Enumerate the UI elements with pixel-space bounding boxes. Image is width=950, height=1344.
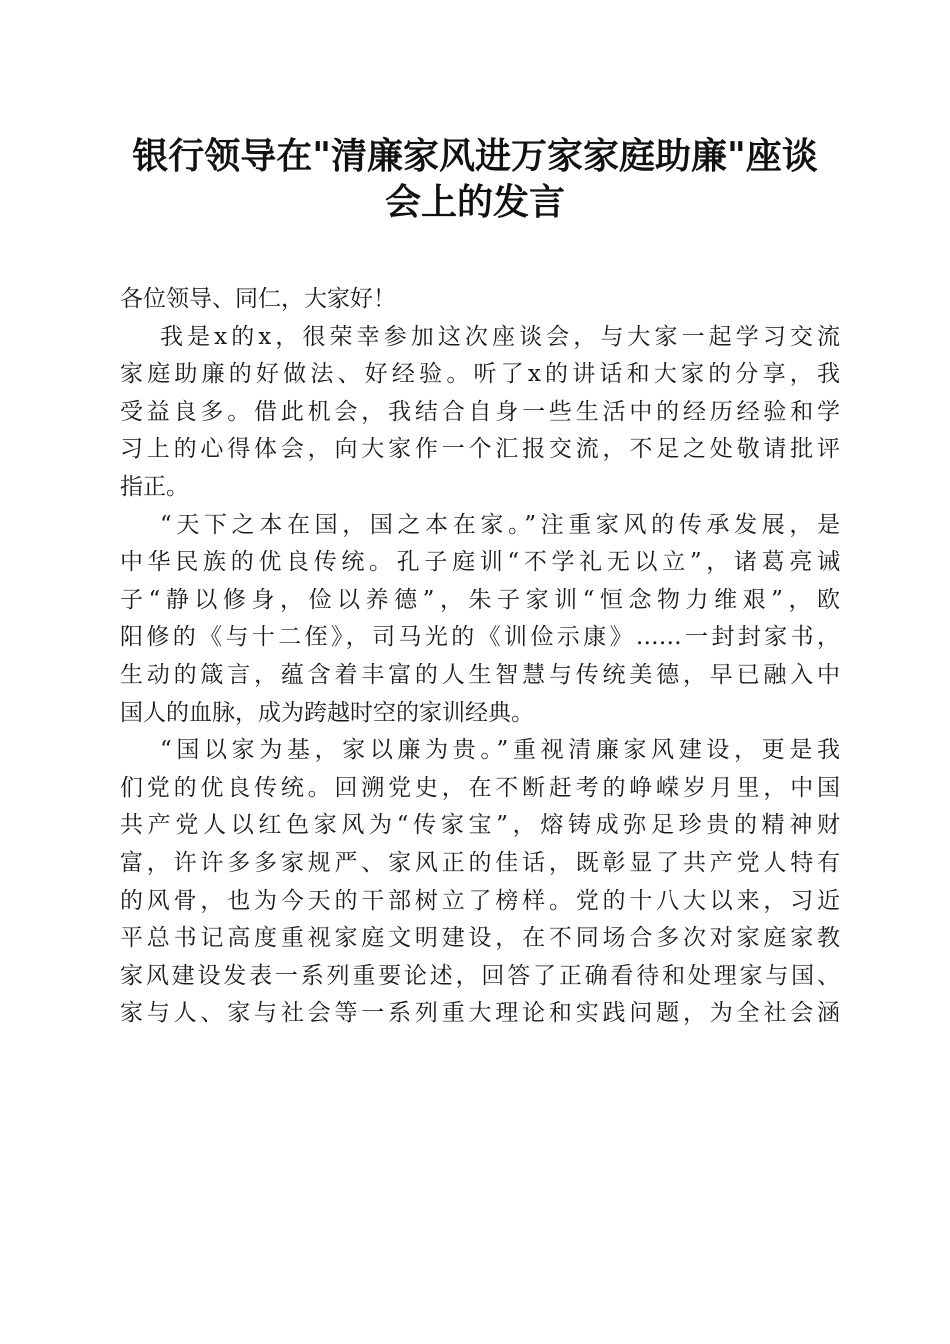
paragraph-line: 家风建设发表一系列重要论述，回答了正确看待和处理家与国、 — [120, 962, 840, 989]
title-line-2: 会上的发言 — [384, 181, 565, 223]
paragraph-line: 习上的心得体会，向大家作一个汇报交流，不足之处敬请批评 — [120, 436, 840, 463]
paragraph-line: 们党的优良传统。回溯党史，在不断赶考的峥嵘岁月里，中国 — [120, 774, 840, 801]
document-body — [120, 281, 840, 1033]
paragraph-line: 平总书记高度重视家庭文明建设，在不同场合多次对家庭家教 — [120, 925, 840, 952]
paragraph-line: 家庭助廉的好做法、好经验。听了x的讲话和大家的分享，我 — [120, 361, 840, 388]
document-title — [100, 133, 850, 225]
paragraph-line: 共产党人以红色家风为“传家宝”，熔铸成弥足珍贵的精神财 — [120, 812, 840, 839]
paragraph-line: 家与人、家与社会等一系列重大理论和实践问题，为全社会涵 — [120, 1000, 840, 1027]
paragraph-line: 指正。 — [120, 473, 189, 500]
paragraph-line: 中华民族的优良传统。孔子庭训“不学礼无以立”，诸葛亮诫 — [120, 549, 840, 576]
paragraph-1 — [120, 319, 840, 507]
paragraph-line: 受益良多。借此机会，我结合自身一些生活中的经历经验和学 — [120, 398, 840, 425]
paragraph-line: “国以家为基，家以廉为贵。”重视清廉家风建设，更是我 — [160, 737, 840, 764]
paragraph-line: 国人的血脉，成为跨越时空的家训经典。 — [120, 699, 534, 726]
paragraph-line: 子“静以修身，俭以养德”，朱子家训“恒念物力维艰”，欧 — [120, 586, 840, 613]
paragraph-2 — [120, 507, 840, 733]
paragraph-line: 我是x的x，很荣幸参加这次座谈会，与大家一起学习交流 — [160, 323, 840, 350]
paragraph-line: “天下之本在国，国之本在家。”注重家风的传承发展，是 — [160, 511, 840, 538]
paragraph-line: 生动的箴言，蕴含着丰富的人生智慧与传统美德，早已融入中 — [120, 661, 840, 688]
paragraph-line: 阳修的《与十二侄》，司马光的《训俭示康》……一封封家书， — [120, 624, 840, 651]
paragraph-line: 富，许许多多家规严、家风正的佳话，既彰显了共产党人特有 — [120, 849, 840, 876]
salutation: 各位领导、同仁，大家好！ — [120, 286, 396, 312]
paragraph-line: 的风骨，也为今天的干部树立了榜样。党的十八大以来，习近 — [120, 887, 840, 914]
title-line-1: 银行领导在"清廉家风进万家家庭助廉"座谈 — [132, 135, 818, 177]
paragraph-3 — [120, 732, 840, 1033]
